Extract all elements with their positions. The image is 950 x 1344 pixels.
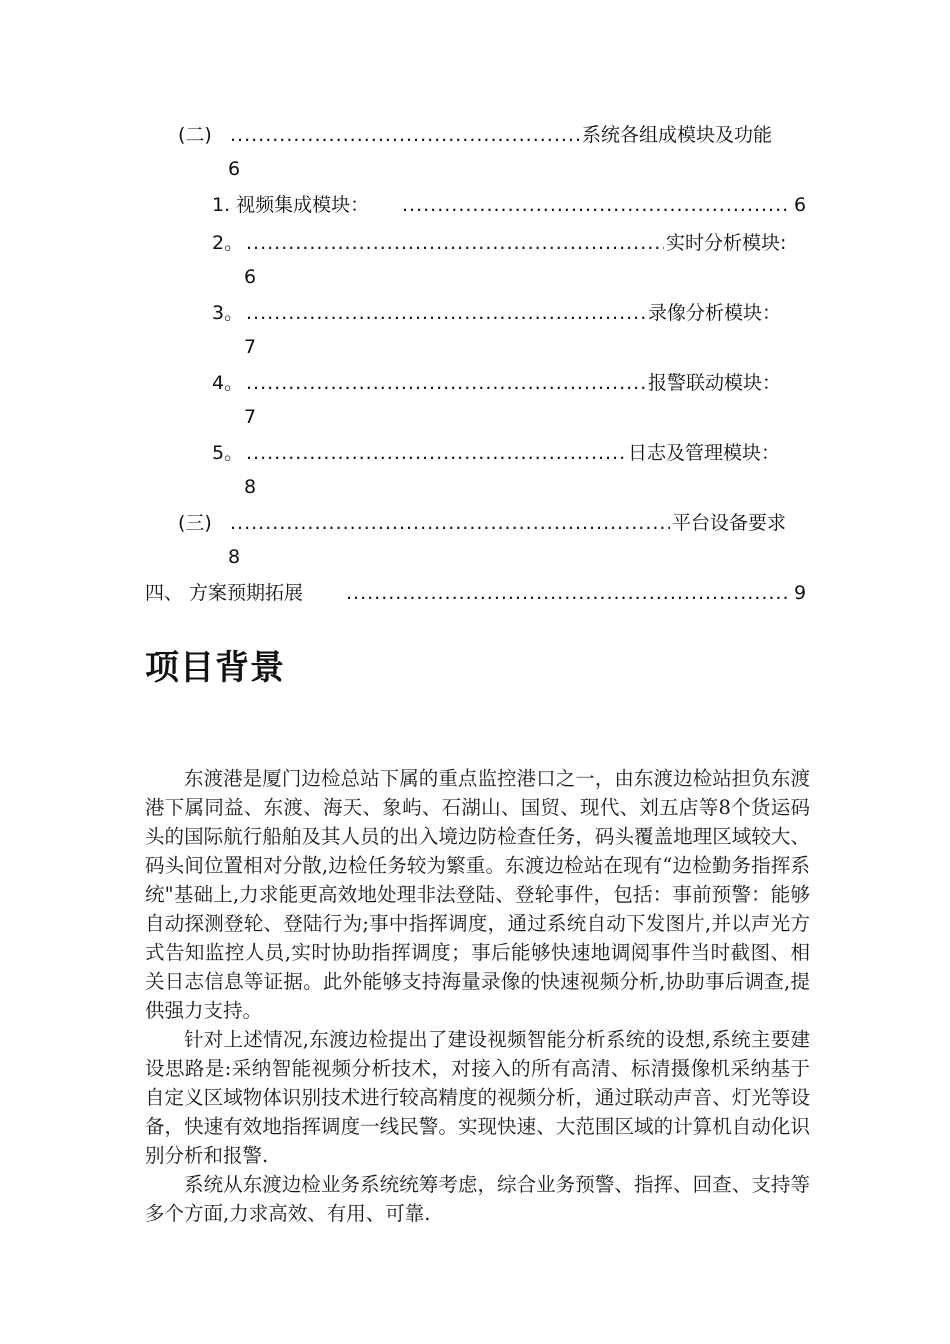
toc-leader-dots — [230, 118, 580, 152]
toc-entry-title: 日志及管理模块： — [628, 442, 781, 464]
toc-entry-page-row — [0, 260, 950, 294]
toc-entry[interactable] — [0, 296, 950, 330]
toc-entry[interactable] — [0, 118, 950, 152]
toc-entry[interactable] — [0, 366, 950, 400]
toc-entry-title: 四、 方案预期拓展 — [145, 582, 304, 604]
toc-entry-title: 系统各组成模块及功能 — [582, 124, 773, 146]
toc-entry-number: 4。 — [212, 372, 244, 394]
toc-leader-dots — [230, 506, 670, 540]
toc-page-number: 9 — [794, 582, 807, 604]
toc-entry[interactable] — [0, 506, 950, 540]
toc-leader-dots — [246, 226, 664, 260]
body-paragraph: 针对上述情况,东渡边检提出了建设视频智能分析系统的设想,系统主要建设思路是:采纳智能视频分析技术，对接入的所有高清、标清摄像机采纳基于自定义区域物体识别技术进行较高精度的视频分析，通过联动声音、灯光等设备，快速有效地指挥调度一线民警。实现快速、大范围区域的计算机自动化识别分析和报警. — [145, 1028, 810, 1167]
toc-entry-page-row — [0, 470, 950, 504]
toc-entry-title: 报警联动模块： — [648, 372, 782, 394]
toc-entry[interactable] — [0, 436, 950, 470]
toc-entry-title: 平台设备要求 — [672, 512, 787, 534]
toc-page-number: 7 — [244, 336, 257, 358]
toc-page-number: 7 — [244, 406, 257, 428]
toc-page-number: 6 — [794, 194, 807, 216]
toc-page-number: 8 — [244, 476, 257, 498]
toc-entry-title: 录像分析模块： — [648, 302, 782, 324]
toc-leader-dots — [246, 366, 646, 400]
toc-entry-title: 实时分析模块: — [666, 232, 787, 254]
toc-entry-page-row — [0, 152, 950, 186]
toc-leader-dots — [246, 296, 646, 330]
toc-page-number: 6 — [228, 158, 241, 180]
toc-entry-number: 3。 — [212, 302, 244, 324]
toc-page-number: 6 — [244, 266, 257, 288]
toc-entry[interactable] — [0, 576, 950, 610]
toc-entry-number: (二) — [178, 124, 212, 146]
toc-page-number: 8 — [228, 546, 241, 568]
toc-entry[interactable] — [0, 188, 950, 222]
toc-leader-dots — [402, 188, 790, 222]
toc-entry-page-row — [0, 330, 950, 364]
body-paragraph: 东渡港是厦门边检总站下属的重点监控港口之一，由东渡边检站担负东渡港下属同益、东渡、海天、象屿、石湖山、国贸、现代、刘五店等8个货运码头的国际航行船舶及其人员的出入境边防检查任务，码头覆盖地理区域较大、码头间位置相对分散,边检任务较为繁重。东渡边检站在现有“边检勤务指挥系统"基础上,力求能更高效地处理非法登陆、登轮事件，包括：事前预警：能够自动探测登轮、登陆行为;事中指挥调度，通过系统自动下发图片,并以声光方式告知监控人员,实时协助指挥调度；事后能够快速地调阅事件当时截图、相关日志信息等证据。此外能够支持海量录像的快速视频分析,协助事后调查,提供强力支持。 — [145, 767, 810, 1022]
toc-leader-dots — [346, 576, 790, 610]
toc-entry-number: 2。 — [212, 232, 244, 254]
toc-entry-number: (三) — [178, 512, 212, 534]
body-paragraph: 系统从东渡边检业务系统统筹考虑，综合业务预警、指挥、回查、支持等多个方面,力求高效、有用、可靠. — [145, 1173, 810, 1225]
toc-entry-number: 5。 — [212, 442, 244, 464]
toc-entry-page-row — [0, 400, 950, 434]
section-heading: 项目背景 — [145, 648, 285, 688]
toc-entry-title: 1. 视频集成模块： — [212, 194, 370, 216]
toc-entry[interactable] — [0, 226, 950, 260]
toc-entry-page-row — [0, 540, 950, 574]
section-body — [145, 764, 810, 1228]
toc-leader-dots — [246, 436, 626, 470]
